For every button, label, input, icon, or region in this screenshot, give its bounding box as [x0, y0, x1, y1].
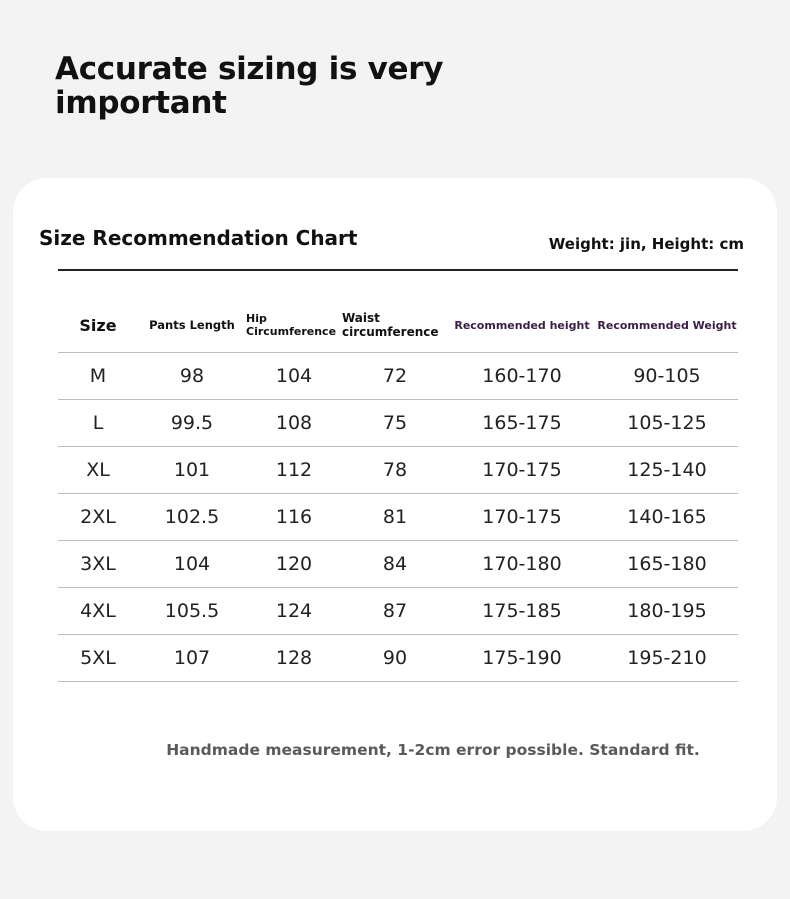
cell-size: 3XL	[58, 541, 138, 588]
cell-height: 160-170	[448, 353, 596, 400]
cell-size: XL	[58, 447, 138, 494]
cell-waist: 81	[342, 494, 448, 541]
cell-height: 170-175	[448, 447, 596, 494]
cell-weight: 140-165	[596, 494, 738, 541]
cell-pants-length: 107	[138, 635, 246, 682]
cell-pants-length: 105.5	[138, 588, 246, 635]
column-header-waist: Waist circumference	[342, 298, 448, 353]
measurement-footnote: Handmade measurement, 1-2cm error possible. Standard fit.	[166, 741, 700, 759]
cell-waist: 90	[342, 635, 448, 682]
cell-waist: 84	[342, 541, 448, 588]
cell-weight: 125-140	[596, 447, 738, 494]
column-header-recommended-weight: Recommended Weight	[596, 298, 738, 353]
cell-pants-length: 104	[138, 541, 246, 588]
cell-size: 5XL	[58, 635, 138, 682]
cell-waist: 75	[342, 400, 448, 447]
column-header-pants-length: Pants Length	[138, 298, 246, 353]
cell-height: 170-175	[448, 494, 596, 541]
cell-waist: 87	[342, 588, 448, 635]
cell-pants-length: 98	[138, 353, 246, 400]
cell-weight: 90-105	[596, 353, 738, 400]
cell-size: M	[58, 353, 138, 400]
table-row	[58, 541, 738, 588]
table-row	[58, 400, 738, 447]
cell-weight: 105-125	[596, 400, 738, 447]
cell-size: L	[58, 400, 138, 447]
page-headline: Accurate sizing is very important	[55, 51, 444, 121]
table-row	[58, 353, 738, 400]
cell-hip: 104	[246, 353, 342, 400]
cell-weight: 195-210	[596, 635, 738, 682]
table-row	[58, 447, 738, 494]
cell-pants-length: 102.5	[138, 494, 246, 541]
chart-title: Size Recommendation Chart	[39, 226, 358, 250]
table-row	[58, 494, 738, 541]
cell-pants-length: 101	[138, 447, 246, 494]
column-header-size: Size	[58, 298, 138, 353]
cell-size: 2XL	[58, 494, 138, 541]
cell-weight: 165-180	[596, 541, 738, 588]
table-header-row	[58, 298, 738, 353]
column-header-hip: Hip Circumference	[246, 298, 342, 353]
size-chart-card	[13, 178, 777, 831]
cell-height: 170-180	[448, 541, 596, 588]
size-table	[58, 298, 738, 682]
title-divider	[58, 269, 738, 271]
units-note: Weight: jin, Height: cm	[548, 235, 744, 253]
table-row	[58, 588, 738, 635]
cell-height: 175-185	[448, 588, 596, 635]
table-row	[58, 635, 738, 682]
cell-weight: 180-195	[596, 588, 738, 635]
column-header-recommended-height: Recommended height	[448, 298, 596, 353]
cell-hip: 112	[246, 447, 342, 494]
cell-hip: 120	[246, 541, 342, 588]
cell-pants-length: 99.5	[138, 400, 246, 447]
cell-height: 165-175	[448, 400, 596, 447]
cell-waist: 72	[342, 353, 448, 400]
cell-hip: 108	[246, 400, 342, 447]
cell-hip: 124	[246, 588, 342, 635]
cell-size: 4XL	[58, 588, 138, 635]
cell-waist: 78	[342, 447, 448, 494]
cell-height: 175-190	[448, 635, 596, 682]
cell-hip: 128	[246, 635, 342, 682]
cell-hip: 116	[246, 494, 342, 541]
